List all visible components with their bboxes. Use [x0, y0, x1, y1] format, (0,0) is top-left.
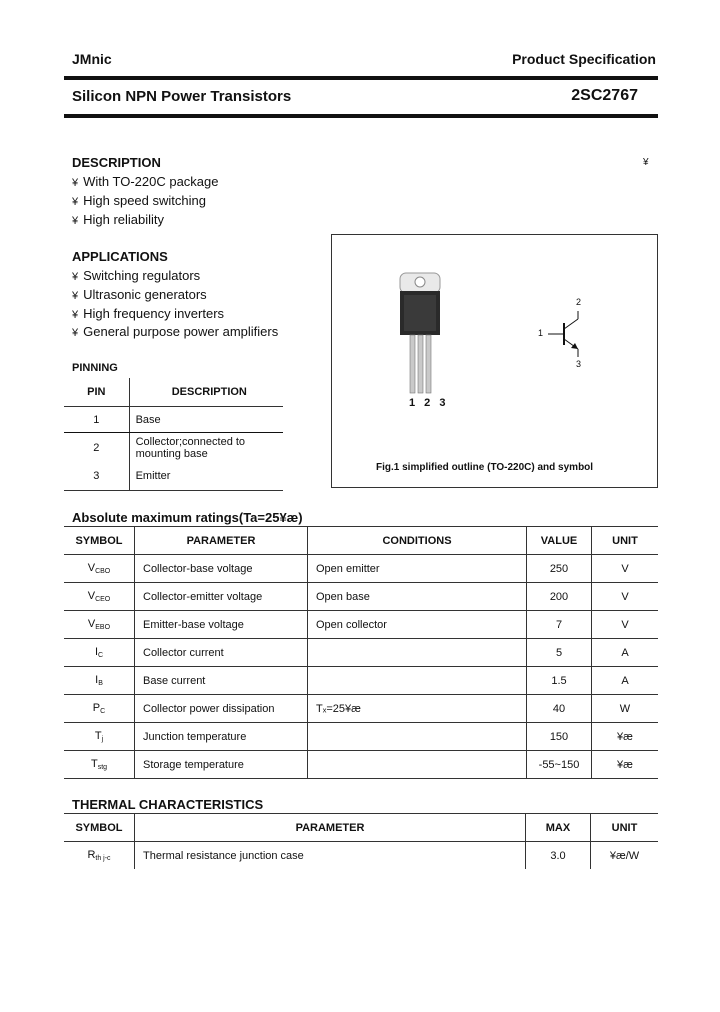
symbol-cell: $T_{stg}$ [64, 751, 135, 779]
col-parameter: PARAMETER [135, 527, 308, 555]
parameter-cell: Collector-base voltage [135, 555, 308, 583]
parameter-cell: Storage temperature [135, 751, 308, 779]
symbol-pin-2: 2 [576, 297, 582, 307]
pin-number: 2 [64, 433, 129, 463]
col-symbol: SYMBOL [64, 814, 135, 842]
pin-number: 1 [64, 407, 129, 433]
unit-cell: ¥æ [592, 723, 659, 751]
pinning-divider [64, 432, 283, 433]
value-cell: 5 [527, 639, 592, 667]
pin-description-header: DESCRIPTION [129, 378, 283, 407]
application-item: ¥ Ultrasonic generators [72, 287, 207, 302]
max-cell: 3.0 [526, 842, 591, 870]
symbol-cell: $I_C$ [64, 639, 135, 667]
product-line: Silicon NPN Power Transistors [72, 88, 292, 105]
col-unit: UNIT [591, 814, 659, 842]
unit-cell: V [592, 583, 659, 611]
doc-type: Product Specification [512, 51, 656, 67]
parameter-cell: Collector-emitter voltage [135, 583, 308, 611]
value-cell: -55~150 [527, 751, 592, 779]
symbol-cell: $R_{th j-c}$ [64, 842, 135, 870]
col-unit: UNIT [592, 527, 659, 555]
col-value: VALUE [527, 527, 592, 555]
value-cell: 200 [527, 583, 592, 611]
symbol-cell: $P_C$ [64, 695, 135, 723]
application-item: ¥ General purpose power amplifiers [72, 324, 279, 339]
pin-description: Collector;connected to mounting base [135, 435, 246, 460]
col-parameter: PARAMETER [135, 814, 526, 842]
unit-cell: V [592, 555, 659, 583]
stray-glyph: ¥ [643, 157, 649, 168]
condition-cell [308, 639, 527, 667]
condition-cell: Open base [308, 583, 527, 611]
value-cell: 7 [527, 611, 592, 639]
application-item: ¥ Switching regulators [72, 268, 201, 283]
description-item: ¥ With TO-220C package [72, 174, 219, 189]
unit-cell: ¥æ [592, 751, 659, 779]
header-rule [64, 76, 658, 80]
table-row [64, 842, 658, 870]
title-rule [64, 114, 658, 118]
application-item: ¥ High frequency inverters [72, 306, 225, 321]
parameter-cell: Collector power dissipation [135, 695, 308, 723]
condition-cell: Tₓ=25¥æ [308, 695, 527, 723]
symbol-pin-3: 3 [576, 359, 582, 369]
table-row [64, 639, 658, 667]
parameter-cell: Base current [135, 667, 308, 695]
parameter-cell: Emitter-base voltage [135, 611, 308, 639]
table-row [64, 751, 658, 779]
pin-description: Base [135, 413, 161, 426]
pinning-title: PINNING [72, 362, 118, 374]
value-cell: 150 [527, 723, 592, 751]
thermal-table [64, 813, 658, 869]
figure-box [331, 234, 658, 488]
col-conditions: CONDITIONS [308, 527, 527, 555]
abs-max-table [64, 526, 658, 779]
brand-name: JMnic [72, 51, 112, 67]
col-symbol: SYMBOL [64, 527, 135, 555]
to220c-package-illustration [332, 235, 657, 487]
symbol-cell: $V_{CEO}$ [64, 583, 135, 611]
applications-title: APPLICATIONS [72, 249, 168, 264]
table-row [64, 433, 283, 463]
part-number: 2SC2767 [571, 87, 638, 104]
condition-cell [308, 667, 527, 695]
description-item: ¥ High reliability [72, 212, 165, 227]
symbol-cell: $V_{EBO}$ [64, 611, 135, 639]
description-title: DESCRIPTION [72, 155, 161, 170]
parameter-cell: Collector current [135, 639, 308, 667]
description-item: ¥ High speed switching [72, 193, 206, 208]
pin-number: 3 [64, 463, 129, 491]
symbol-cell: $T_j$ [64, 723, 135, 751]
figure-caption: Fig.1 simplified outline (TO-220C) and symbol [376, 462, 594, 473]
unit-cell: ¥æ/W [609, 849, 640, 862]
table-row [64, 695, 658, 723]
condition-cell [308, 751, 527, 779]
unit-cell: A [592, 667, 659, 695]
unit-cell: A [592, 639, 659, 667]
pin-header: PIN [64, 378, 129, 407]
abs-max-title: Absolute maximum ratings(Ta=25¥æ) [72, 510, 303, 525]
parameter-cell: Thermal resistance junction case [135, 842, 526, 870]
condition-cell: Open collector [308, 611, 527, 639]
table-row [64, 407, 283, 433]
table-row [64, 667, 658, 695]
value-cell: 40 [527, 695, 592, 723]
condition-cell: Open emitter [308, 555, 527, 583]
pin-description: Emitter [135, 470, 171, 483]
pinning-table [64, 378, 283, 491]
table-row [64, 723, 658, 751]
unit-cell: V [592, 611, 659, 639]
unit-cell: W [592, 695, 659, 723]
thermal-title: THERMAL CHARACTERISTICS [72, 797, 264, 812]
table-row [64, 583, 658, 611]
symbol-pin-1: 1 [538, 328, 544, 338]
package-pin-labels: 1 2 3 [409, 397, 449, 409]
symbol-cell: $I_B$ [64, 667, 135, 695]
table-row [64, 463, 283, 491]
symbol-cell: $V_{CBO}$ [64, 555, 135, 583]
value-cell: 1.5 [527, 667, 592, 695]
parameter-cell: Junction temperature [135, 723, 308, 751]
condition-cell [308, 723, 527, 751]
table-row [64, 555, 658, 583]
table-row [64, 611, 658, 639]
value-cell: 250 [527, 555, 592, 583]
col-max: MAX [526, 814, 591, 842]
